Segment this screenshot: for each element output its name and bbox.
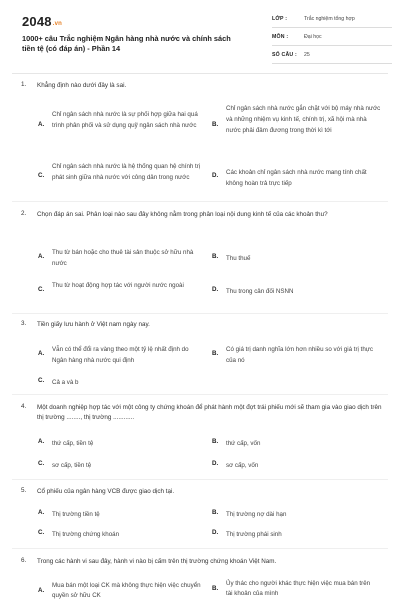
option-key: B. (212, 350, 219, 357)
question-text: Khẳng định nào dưới đây là sai. (37, 82, 127, 89)
option-text: Có giá trị danh nghĩa lớn hơn nhiều so với giá trị thực của nó (226, 346, 374, 364)
question-number: 6. (21, 557, 27, 564)
question-number: 5. (21, 487, 27, 494)
option-text: Thu thuế (226, 255, 251, 262)
option-text: sơ cấp, tiền tệ (52, 462, 92, 469)
header-divider (12, 73, 388, 74)
meta-subject (272, 32, 392, 46)
meta-label: MÔN : (272, 34, 289, 40)
question-number: 1. (21, 81, 27, 88)
option-text: Ủy thác cho người khác thực hiện việc mua bán trên tài khoản của mình (226, 580, 371, 597)
option-key: A. (38, 509, 45, 516)
meta-count (272, 50, 392, 64)
question-5 (0, 487, 400, 543)
option-text: Các khoản chỉ ngân sách nhà nước mang tính chất không hoàn trả trực tiếp (226, 169, 367, 187)
meta-label: SỐ CÂU : (272, 52, 297, 58)
option-key: B. (212, 438, 219, 445)
question-text: Tiền giấy lưu hành ở Việt nam ngày nay. (37, 321, 150, 328)
question-number: 4. (21, 403, 27, 410)
question-number: 3. (21, 320, 27, 327)
option-key: B. (212, 585, 219, 592)
option-text: Thị trường tiền tệ (52, 511, 100, 518)
option-text: Vẫn có thể đổi ra vàng theo một tỷ lệ nhất định do Ngân hàng nhà nước qui định (52, 346, 189, 364)
option-key: D. (212, 529, 219, 536)
question-separator (12, 548, 388, 549)
option-key: A. (38, 587, 45, 594)
question-2 (0, 210, 400, 310)
question-4 (0, 403, 400, 473)
question-text: Một doanh nghiệp hợp tác với một công ty chứng khoán để phát hành một đợt trái phiếu mới sẽ tham gia vào giao dịch trên thị trường ........, thị trường ............ (37, 404, 382, 421)
document-meta (272, 14, 392, 64)
option-text: Thu từ bán hoặc cho thuê tài sản thuộc sở hữu nhà nước (52, 249, 194, 267)
option-text: Thu trong cân đối NSNN (226, 288, 294, 295)
option-key: B. (212, 509, 219, 516)
meta-label: LỚP : (272, 16, 288, 22)
question-separator (12, 479, 388, 480)
option-key: C. (38, 529, 45, 536)
option-key: A. (38, 253, 45, 260)
logo-main: 2048 (22, 14, 52, 29)
question-separator (12, 313, 388, 314)
question-number: 2. (21, 210, 27, 217)
option-key: A. (38, 121, 45, 128)
document-title: 1000+ câu Trắc nghiệm Ngân hàng nhà nước và chính sách tiền tệ (có đáp án) - Phần 14 (22, 34, 231, 53)
meta-value: 25 (304, 52, 310, 58)
option-text: Thị trường phái sinh (226, 531, 282, 538)
option-text: Chỉ ngân sách nhà nước là sự phối hợp giữa hai quá trình phân phối và sử dụng quỹ ngân sách nhà nước (52, 111, 198, 129)
question-separator (12, 394, 388, 395)
question-6 (0, 557, 400, 600)
option-key: B. (212, 253, 219, 260)
option-key: D. (212, 460, 219, 467)
option-key: C. (38, 172, 45, 179)
option-key: C. (38, 377, 45, 384)
logo-tld: .vn (52, 21, 63, 27)
question-text: Chọn đáp án sai. Phân loại nào sau đây không nằm trong phân loại nội dung kinh tế của các khoản thu? (37, 211, 328, 218)
question-text: Trong các hành vi sau đây, hành vi nào bị cấm trên thị trường chứng khoán Việt Nam. (37, 558, 277, 565)
option-key: B. (212, 121, 219, 128)
site-logo[interactable] (22, 14, 62, 29)
option-key: A. (38, 350, 45, 357)
meta-class (272, 14, 392, 28)
option-key: A. (38, 438, 45, 445)
option-key: C. (38, 286, 45, 293)
option-text: Chỉ ngân sách nhà nước gắn chặt với bộ máy nhà nước và những nhiệm vụ kinh tế, chính trị, xã hội mà nhà nước phải đảm đương trong thời kì tới (226, 105, 381, 134)
option-text: Chỉ ngân sách nhà nước là hệ thống quan hệ chính trị phát sinh giữa nhà nước với công dân trong nước (52, 163, 201, 181)
option-key: D. (212, 172, 219, 179)
option-key: C. (38, 460, 45, 467)
option-text: Thị trường nợ dài hạn (226, 511, 287, 518)
question-text: Cổ phiếu của ngân hàng VCB được giao dịch tại. (37, 488, 175, 495)
question-1 (0, 81, 400, 196)
option-text: thứ cấp, tiền tệ (52, 440, 94, 447)
option-key: D. (212, 286, 219, 293)
option-text: thứ cấp, vốn (226, 440, 261, 447)
question-separator (12, 201, 388, 202)
option-text: Mua bán một loại CK mà không thực hiện việc chuyển quyền sở hữu CK (52, 582, 201, 599)
meta-value: Đại học (304, 34, 322, 40)
question-3 (0, 320, 400, 388)
option-text: Thị trường chứng khoán (52, 531, 120, 538)
option-text: Cả a và b (52, 379, 79, 386)
option-text: Thu từ hoạt động hợp tác với người nước ngoài (52, 282, 184, 289)
document-header (22, 14, 378, 66)
option-text: sơ cấp, vốn (226, 462, 259, 469)
meta-value: Trắc nghiệm tổng hợp (304, 16, 355, 22)
